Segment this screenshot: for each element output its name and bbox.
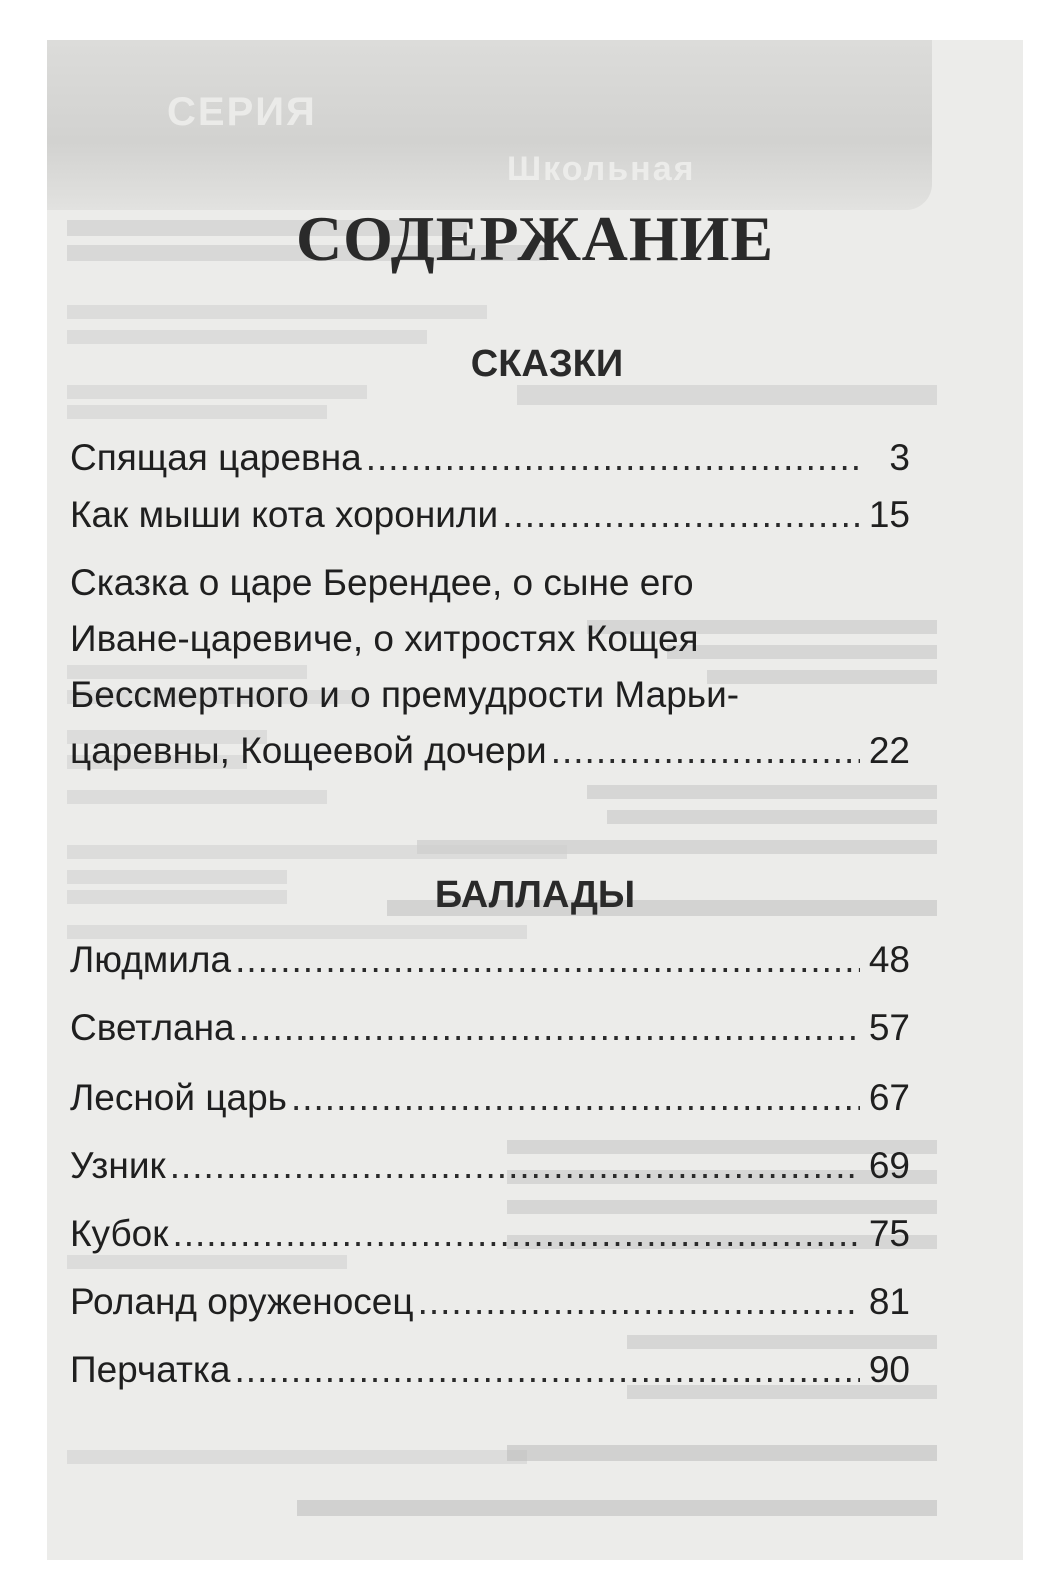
toc-entry[interactable] [70,555,910,779]
dot-leader [418,1274,860,1330]
section-heading-fairy-tales: СКАЗКИ [470,343,624,385]
toc-entry-page: 75 [868,1213,910,1254]
header-ghost-text-1: СЕРИЯ [167,90,317,134]
dot-leader [551,723,860,779]
toc-entry-title: Узник [70,1145,166,1186]
dot-leader [366,430,860,486]
header-ghost-text-2: Школьная [507,150,696,188]
toc-entry-title: Лесной царь [70,1077,287,1118]
toc-entry-title-line: Иване-царевиче, о хитростях Кощея [70,618,699,659]
toc-entry-page: 69 [868,1145,910,1186]
toc-entry-page: 15 [868,494,910,535]
toc-entry[interactable] [70,1206,910,1262]
dot-leader [239,1000,860,1056]
toc-entry-title: Роланд оруженосец [70,1281,414,1322]
toc-entry-title: Как мыши кота хоронили [70,494,499,535]
toc-entry[interactable] [70,1070,910,1126]
toc-entry[interactable] [70,487,910,543]
toc-entry-page: 57 [868,1007,910,1048]
toc-entry-page: 3 [889,437,910,478]
toc-entry[interactable] [70,430,910,486]
section-heading-ballads: БАЛЛАДЫ [434,874,636,916]
page-title: СОДЕРЖАНИЕ [295,203,775,274]
toc-entry[interactable] [70,1138,910,1194]
toc-entry-page: 90 [868,1349,910,1390]
toc-entry-page: 22 [868,730,910,771]
dot-leader [235,1342,860,1398]
dot-leader [291,1070,860,1126]
toc-entry-page: 48 [868,939,910,980]
toc-entry-title-line: Сказка о царе Берендее, о сыне его [70,562,694,603]
dot-leader [170,1138,860,1194]
toc-entry-title-line: царевны, Кощеевой дочери [70,730,547,771]
dot-leader [235,932,860,988]
toc-entry[interactable] [70,1274,910,1330]
toc-entry-title: Спящая царевна [70,437,362,478]
toc-entry-title-line: Бессмертного и о премудрости Марьи- [70,674,740,715]
book-page [47,40,1023,1560]
toc-entry-page: 67 [868,1077,910,1118]
toc-entry-title: Кубок [70,1213,169,1254]
toc-entry-title: Людмила [70,939,232,980]
toc-entry-title: Светлана [70,1007,235,1048]
toc-entry[interactable] [70,932,910,988]
toc-entry[interactable] [70,1342,910,1398]
dot-leader [502,487,860,543]
dot-leader [172,1206,860,1262]
toc-entry-page: 81 [868,1281,910,1322]
toc-entry-title: Перчатка [70,1349,231,1390]
toc-entry[interactable] [70,1000,910,1056]
header-band [47,40,932,210]
